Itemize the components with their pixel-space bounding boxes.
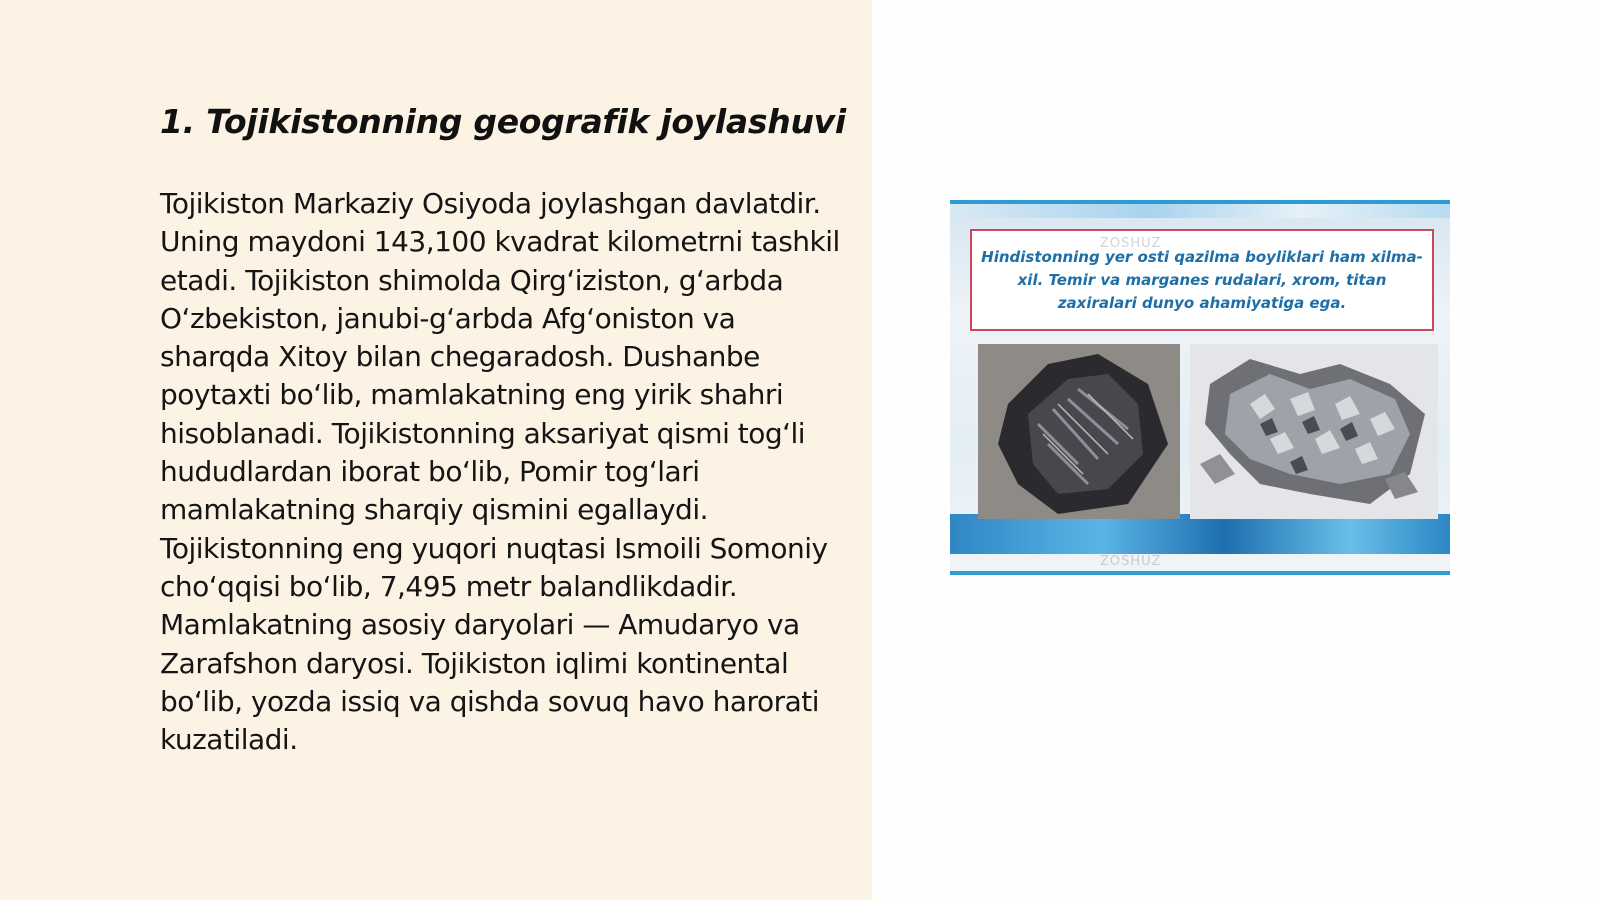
watermark-top: ZOSHUZ bbox=[1100, 236, 1162, 251]
watermark-bottom: ZOSHUZ bbox=[1100, 554, 1162, 569]
image-caption: Hindistonning yer osti qazilma boyliklari ham xilma-xil. Temir va marganes rudalari, xrom, titan zaxiralari dunyo ahamiyatiga ega. bbox=[981, 247, 1423, 312]
metal-crystals-photo bbox=[1190, 344, 1438, 519]
image-bottom-band bbox=[950, 514, 1450, 554]
image-top-band bbox=[950, 204, 1450, 218]
slide-title: 1. Tojikistonning geografik joylashuvi bbox=[160, 102, 846, 141]
metal-crystals-illustration bbox=[1190, 344, 1438, 519]
minerals-slide-image bbox=[950, 200, 1450, 575]
dark-ore-photo bbox=[978, 344, 1180, 519]
image-caption-box bbox=[970, 229, 1434, 331]
slide-body-text: Tojikiston Markaziy Osiyoda joylashgan davlatdir. Uning maydoni 143,100 kvadrat kilometrni tashkil etadi. Tojikiston shimolda Qirg‘iziston, g‘arbda O‘zbekiston, janubi-g‘arbda Afg‘oniston va sharqda Xitoy bilan chegaradosh. Dushanbe poytaxti bo‘lib, mamlakatning eng yirik shahri hisoblanadi. Tojikistonning aksariyat qismi tog‘li hududlardan iborat bo‘lib, Pomir tog‘lari mamlakatning sharqiy qismini egallaydi. Tojikistonning eng yuqori nuqtasi Ismoili Somoniy cho‘qqisi bo‘lib, 7,495 metr balandlikdadir. Mamlakatning asosiy daryolari — Amudaryo va Zarafshon daryosi. Tojikiston iqlimi kontinental bo‘lib, yozda issiq va qishda sovuq havo harorati kuzatiladi. bbox=[160, 187, 840, 757]
dark-ore-illustration bbox=[978, 344, 1180, 519]
